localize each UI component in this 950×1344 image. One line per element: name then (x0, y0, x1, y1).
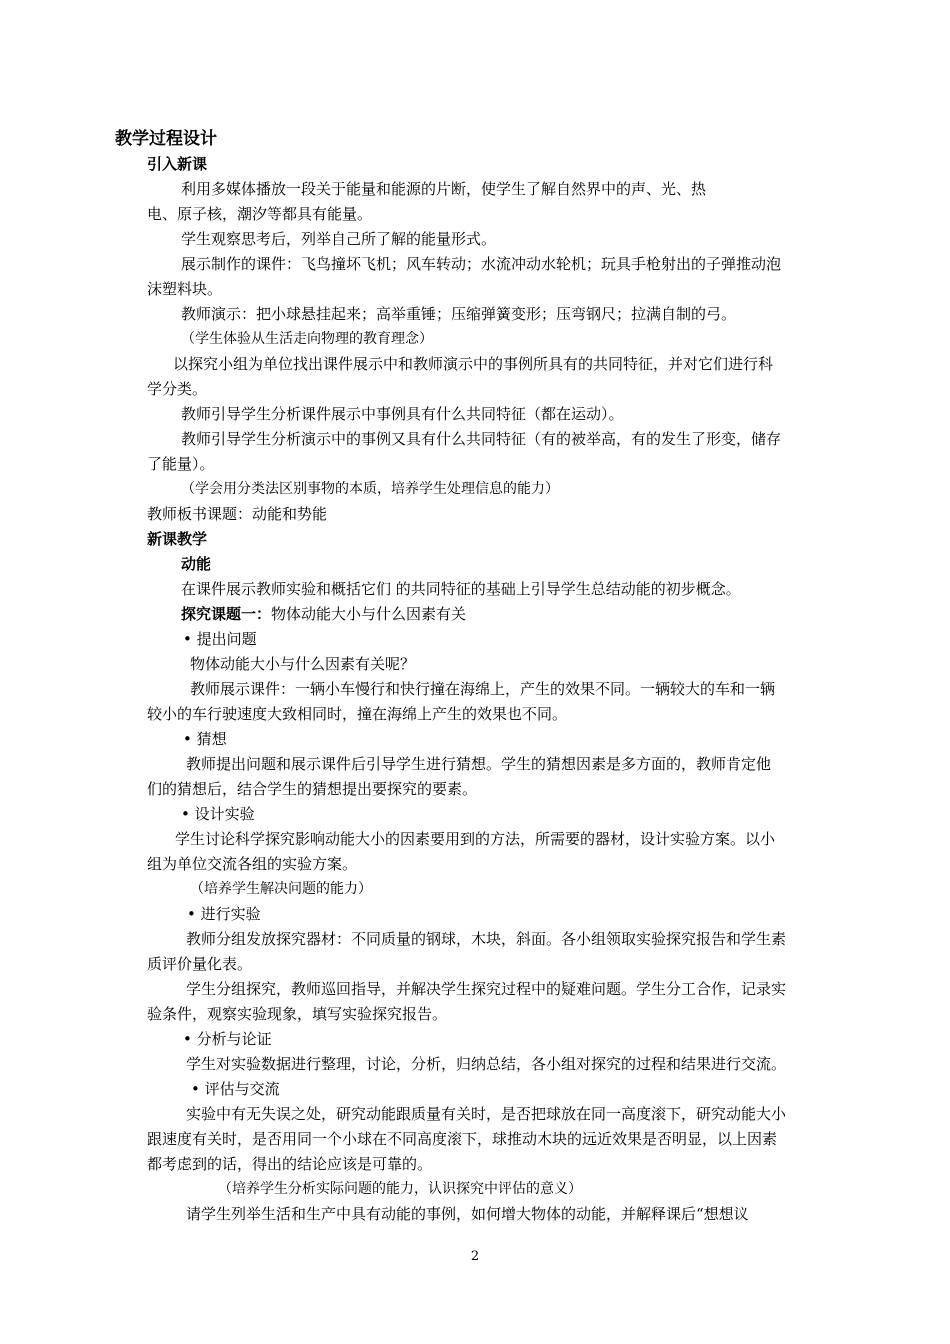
intro-note-1: （学生体验从生活走向物理的教育理念） (181, 331, 433, 347)
intro-paragraph-7-line-1: 教师引导学生分析演示中的事例又具有什么共同特征（有的被举高，有的发生了形变，储存 (181, 430, 782, 448)
conduct-experiment-paragraph-1-line-2: 质评价量化表。 (147, 955, 253, 973)
evaluation-note: （培养学生分析实际问题的能力，认识探究中评估的意义） (218, 1181, 582, 1197)
bullet-propose-question: • 提出问题 (183, 630, 257, 648)
section-heading: 教学过程设计 (115, 129, 217, 149)
analysis-paragraph: 学生对实验数据进行整理，讨论，分析，归纳总结，各小组对探究的过程和结果进行交流。 (186, 1055, 787, 1073)
bullet-evaluation: • 评估与交流 (191, 1080, 280, 1098)
intro-title: 引入新课 (147, 155, 208, 173)
conduct-experiment-paragraph-1-line-1: 教师分组发放探究器材：不同质量的钢球，木块，斜面。各小组领取实验探究报告和学生素 (186, 930, 787, 948)
propose-question-paragraph-1: 物体动能大小与什么因素有关呢？ (190, 655, 416, 673)
conduct-experiment-paragraph-2-line-1: 学生分组探究，教师巡回指导，并解决学生探究过程中的疑难问题。学生分工合作，记录实 (186, 980, 787, 998)
hypothesis-paragraph-line-2: 们的猜想后，结合学生的猜想提出要探究的要素。 (147, 780, 478, 798)
intro-paragraph-1-line-1: 利用多媒体播放一段关于能量和能源的片断，使学生了解自然界中的声、光、热 (181, 180, 707, 198)
bullet-conduct-experiment: • 进行实验 (187, 905, 261, 923)
intro-paragraph-3-line-1: 展示制作的课件：飞鸟撞坏飞机；风车转动；水流冲动水轮机；玩具手枪射出的子弹推动泡 (181, 255, 782, 273)
evaluation-paragraph-line-3: 都考虑到的话，得出的结论应该是可靠的。 (147, 1155, 433, 1173)
intro-paragraph-7-line-2: 了能量）。 (147, 455, 215, 473)
propose-question-paragraph-2-line-1: 教师展示课件：一辆小车慢行和快行撞在海绵上，产生的效果不同。一辆较大的车和一辆 (190, 680, 776, 698)
new-lesson-title: 新课教学 (147, 530, 208, 548)
intro-paragraph-3-line-2: 沫塑料块。 (147, 280, 223, 298)
hypothesis-paragraph-line-1: 教师提出问题和展示课件后引导学生进行猜想。学生的猜想因素是多方面的，教师肯定他 (186, 755, 772, 773)
topic-line (181, 605, 466, 623)
page-number: 2 (470, 1249, 480, 1264)
intro-paragraph-2: 学生观察思考后，列举自己所了解的能量形式。 (181, 230, 497, 248)
intro-paragraph-5-line-2: 学分类。 (147, 380, 208, 398)
bullet-design-experiment: • 设计实验 (181, 805, 255, 823)
intro-paragraph-1-line-2: 电、原子核，潮汐等都具有能量。 (147, 205, 373, 223)
design-experiment-paragraph-line-2: 组为单位交流各组的实验方案。 (147, 855, 358, 873)
intro-paragraph-6: 教师引导学生分析课件展示中事例具有什么共同特征（都在运动）。 (181, 405, 624, 423)
conduct-experiment-paragraph-2-line-2: 验条件，观察实验现象，填写实验探究报告。 (147, 1005, 448, 1023)
intro-paragraph-5-line-1: 以探究小组为单位找出课件展示中和教师演示中的事例所具有的共同特征，并对它们进行科 (173, 355, 774, 373)
bullet-hypothesis: • 猜想 (183, 730, 227, 748)
new-lesson-subtitle: 动能 (181, 555, 212, 573)
evaluation-paragraph-line-1: 实验中有无失误之处，研究动能跟质量有关时，是否把球放在同一高度滚下，研究动能大小 (186, 1105, 787, 1123)
design-experiment-note: （培养学生解决问题的能力） (190, 881, 372, 897)
evaluation-paragraph-line-2: 跟速度有关时，是否用同一个小球在不同高度滚下，球推动木块的远近效果是否明显，以上因素 (147, 1130, 778, 1148)
intro-note-2: （学会用分类法区别事物的本质，培养学生处理信息的能力） (181, 481, 559, 497)
propose-question-paragraph-2-line-2: 较小的车行驶速度大致相同时，撞在海绵上产生的效果也不同。 (147, 705, 568, 723)
bullet-analysis: • 分析与论证 (183, 1030, 272, 1048)
design-experiment-paragraph-line-1: 学生讨论科学探究影响动能大小的因素要用到的方法，所需要的器材，设计实验方案。以小 (175, 830, 776, 848)
topic-label: 探究课题一： (181, 605, 272, 623)
intro-paragraph-4: 教师演示：把小球悬挂起来；高举重锤；压缩弹簧变形；压弯钢尺；拉满自制的弓。 (181, 305, 737, 323)
intro-paragraph-8: 教师板书课题：动能和势能 (147, 505, 328, 523)
topic-text: 物体动能大小与什么因素有关 (271, 605, 467, 623)
new-lesson-paragraph-1: 在课件展示教师实验和概括它们 的共同特征的基础上引导学生总结动能的初步概念。 (181, 580, 741, 598)
closing-paragraph: 请学生列举生活和生产中具有动能的事例，如何增大物体的动能，并解释课后“想想议 (186, 1205, 749, 1223)
